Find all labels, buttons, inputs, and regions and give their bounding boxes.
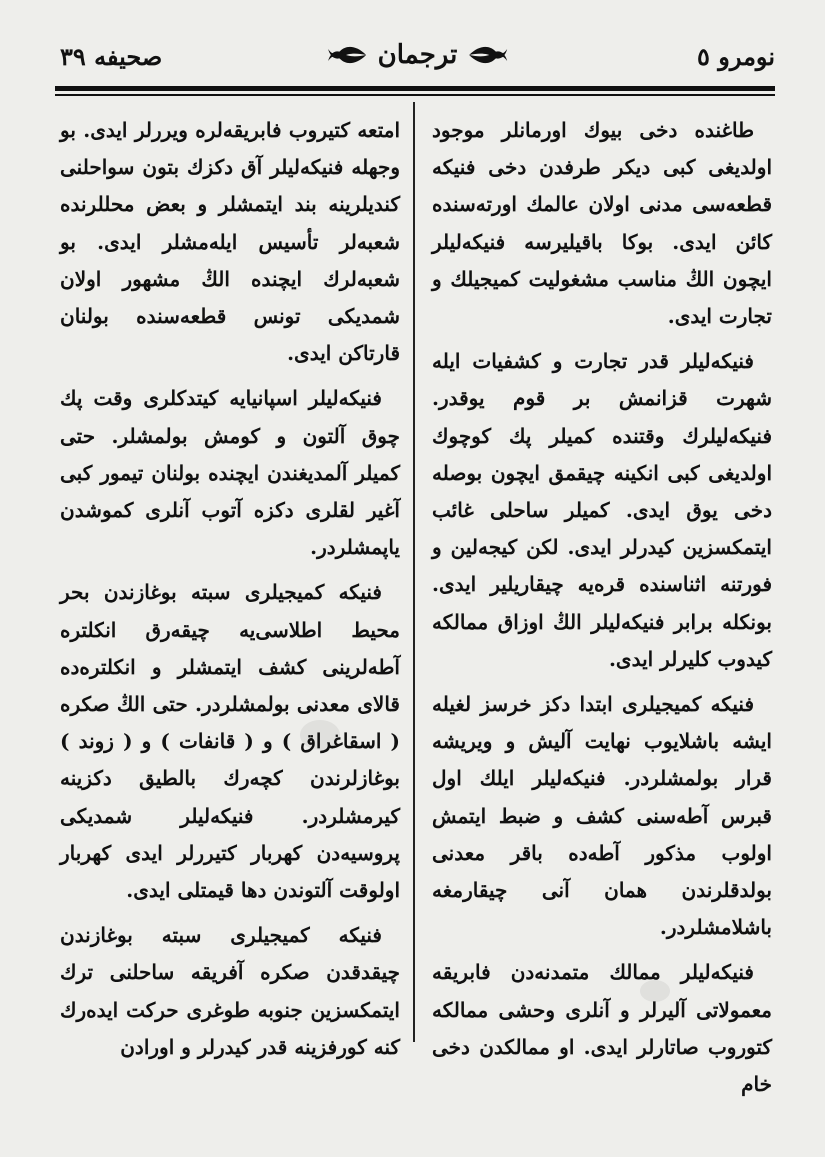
column-divider [413, 102, 415, 1042]
page-number: صحیفه ٣٩ [60, 42, 163, 71]
masthead-title: ترجمان [377, 40, 458, 70]
paragraph: فنیكه كمیجیلری سبته بوغازندن بحر محیط اطلاسی‌یه چیقه‌رق انكلتره آطه‌لرینی كشف ایتمشلر و انكلتره‌ده قالای معدنی بولمشلردر. حتی الڭ صكره ( اسقاغراق ) و ( قانفات ) و ( زوند ) بوغازلرندن كچه‌رك بالطیق دكزینه كیرمشلردر. فنیكه‌لیلر شمدیكی پروسیه‌دن كهربار كتیررلر ایدی كهربار اولوقت آلتوندن دها قیمتلی ایدی. [60, 580, 400, 903]
paragraph: فنیكه كمیجیلری سبته بوغازندن چیقدقدن صكره آفریقه ساحلنی ترك ایتمكسزین جنوبه طوغری حركت ایده‌رك كنه كورفزینه قدر كیدرلر و اورادن [60, 923, 400, 1059]
paragraph: فنیكه كمیجیلری ابتدا دكز خرسز لغیله ایشه باشلایوب نهایت آلیش و ویریشه قرار بولمشلردر. فنیكه‌لیلر ایلك اول قبرس آطه‌سنی كشف و ضبط ایتمش اولوب مذكور آطه‌ده باقر معدنی بولدقلرندن همان آنی چیقارمغه باشلامشلردر. [432, 692, 772, 940]
paragraph: فنیكه‌لیلر اسپانیایه كیتدكلری وقت پك چوق آلتون و كومش بولمشلر. حتی كمیلر آلمدیغندن ایچنده بولنان تیمور كبی آغیر لقلری دكزه آتوب آنلری كموشدن یاپمشلردر. [60, 386, 400, 560]
paragraph: فنیكه‌لیلر قدر تجارت و كشفیات ایله شهرت قزانمش بر قوم یوقدر. فنیكه‌لیلرك وقتنده كمیلر پك كوچوك اولدیغی كبی انكینه چیقمق ایچون بوصله دخی یوق ایدی. كمیلر ساحلی غائب ایتمكسزین كیدرلر ایدی. لكن كیجه‌لین و فورتنه اثناسنده قره‌یه چیقاریلیر ایدی. بونكله برابر فنیكه‌لیلر الڭ اوزاق ممالكه كیدوب كلیرلر ایدی. [432, 349, 772, 671]
paragraph: فنیكه‌لیلر ممالك متمدنه‌دن فابریقه معمولاتی آلیرلر و آنلری وحشی ممالكه كتوروب صاتارلر ایدی. او ممالكدن دخی خام [432, 960, 772, 1097]
paragraph: امتعه كتیروب فابریقه‌لره ویررلر ایدی. بو وجهله فنیكه‌لیلر آق دكزك بتون سواحلنی كندیلرینه بند ایتمشلر و بعض محللرنده شعبه‌لر تأسیس ایله‌مشلر ایدی. بو شعبه‌لرك ایچنده الڭ مشهور اولان شمدیكی تونس قطعه‌سنده بولنان قارتاكن ایدی. [60, 118, 400, 366]
header-rule [55, 86, 775, 91]
issue-number: نومرو ٥ [696, 42, 775, 71]
page-header [60, 40, 775, 80]
right-column [432, 112, 772, 1111]
fleuron-ornament-icon [467, 43, 509, 67]
header-rule-thin [55, 94, 775, 96]
left-column [60, 112, 400, 1074]
paragraph: طاغنده دخی بیوك اورمانلر موجود اولدیغی كبی دیكر طرفدن دخی فنیكه قطعه‌سی مدنی اولان عالمك اورته‌سنده كائن ایدی. بوكا باقیلیرسه فنیكه‌لیلر ایچون الڭ مناسب مشغولیت كمیجیلك و تجارت ایدی. [432, 118, 772, 329]
fleuron-ornament-icon [326, 43, 368, 67]
masthead [326, 40, 510, 70]
